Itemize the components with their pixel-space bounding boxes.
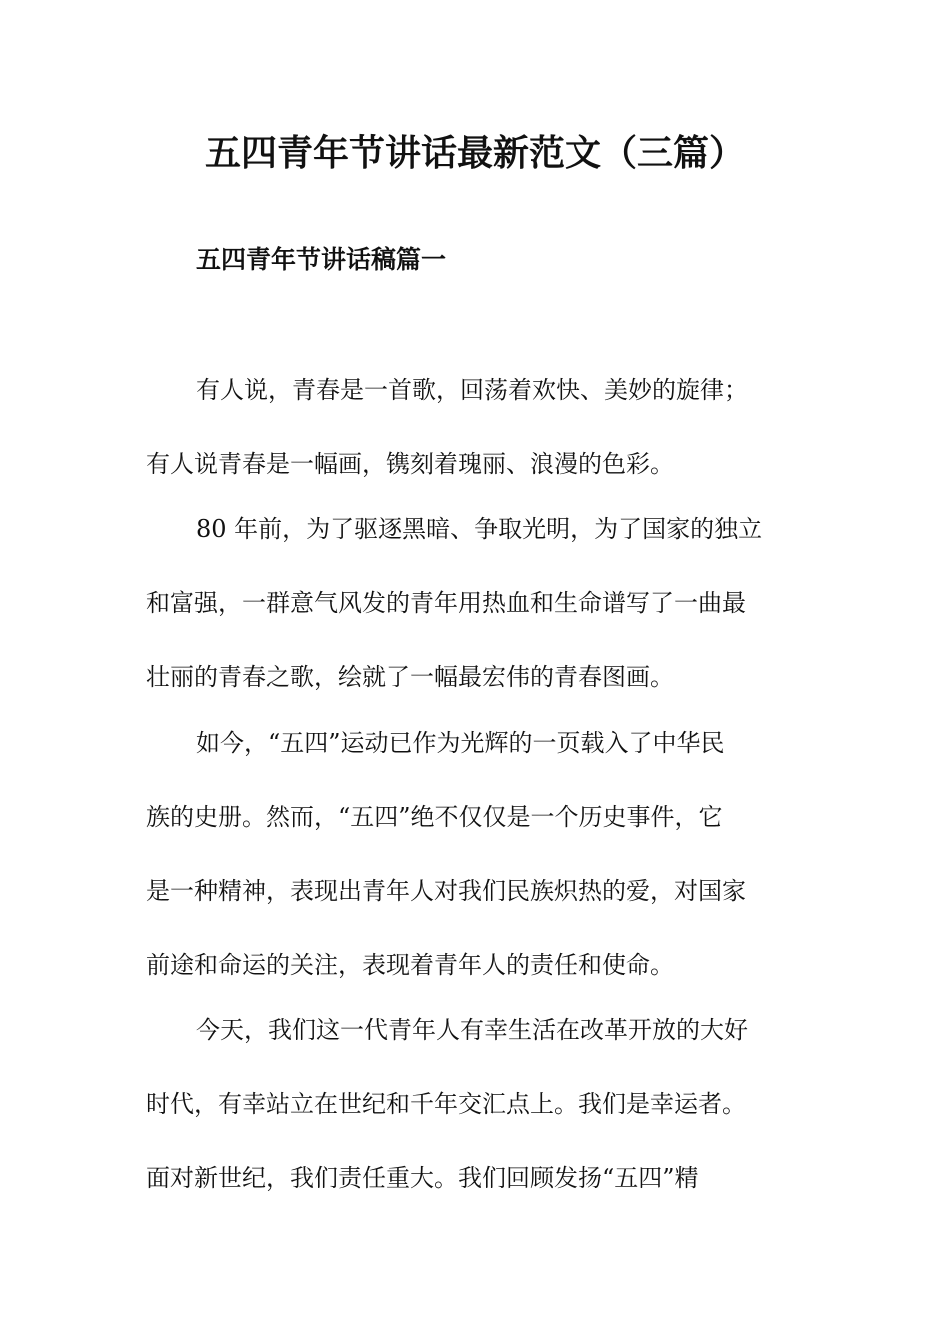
body-line: 有人说青春是一幅画，镌刻着瑰丽、浪漫的色彩。	[146, 450, 674, 478]
body-line: 80 年前，为了驱逐黑暗、争取光明，为了国家的独立	[196, 515, 763, 543]
body-line: 今天，我们这一代青年人有幸生活在改革开放的大好	[196, 1016, 748, 1044]
body-line: 面对新世纪，我们责任重大。我们回顾发扬“五四”精	[146, 1164, 699, 1192]
body-line: 族的史册。然而，“五四”绝不仅仅是一个历史事件，它	[146, 803, 723, 831]
section-heading: 五四青年节讲话稿篇一	[196, 245, 447, 274]
body-line: 是一种精神，表现出青年人对我们民族炽热的爱，对国家	[146, 877, 746, 905]
body-line: 有人说，青春是一首歌，回荡着欢快、美妙的旋律；	[196, 376, 748, 404]
body-line: 前途和命运的关注，表现着青年人的责任和使命。	[146, 951, 674, 979]
body-line: 和富强，一群意气风发的青年用热血和生命谱写了一曲最	[146, 589, 746, 617]
body-line: 如今，“五四”运动已作为光辉的一页载入了中华民	[196, 729, 725, 757]
body-line: 壮丽的青春之歌，绘就了一幅最宏伟的青春图画。	[146, 663, 674, 691]
document-title: 五四青年节讲话最新范文（三篇）	[204, 133, 745, 174]
body-line: 时代，有幸站立在世纪和千年交汇点上。我们是幸运者。	[146, 1090, 746, 1118]
